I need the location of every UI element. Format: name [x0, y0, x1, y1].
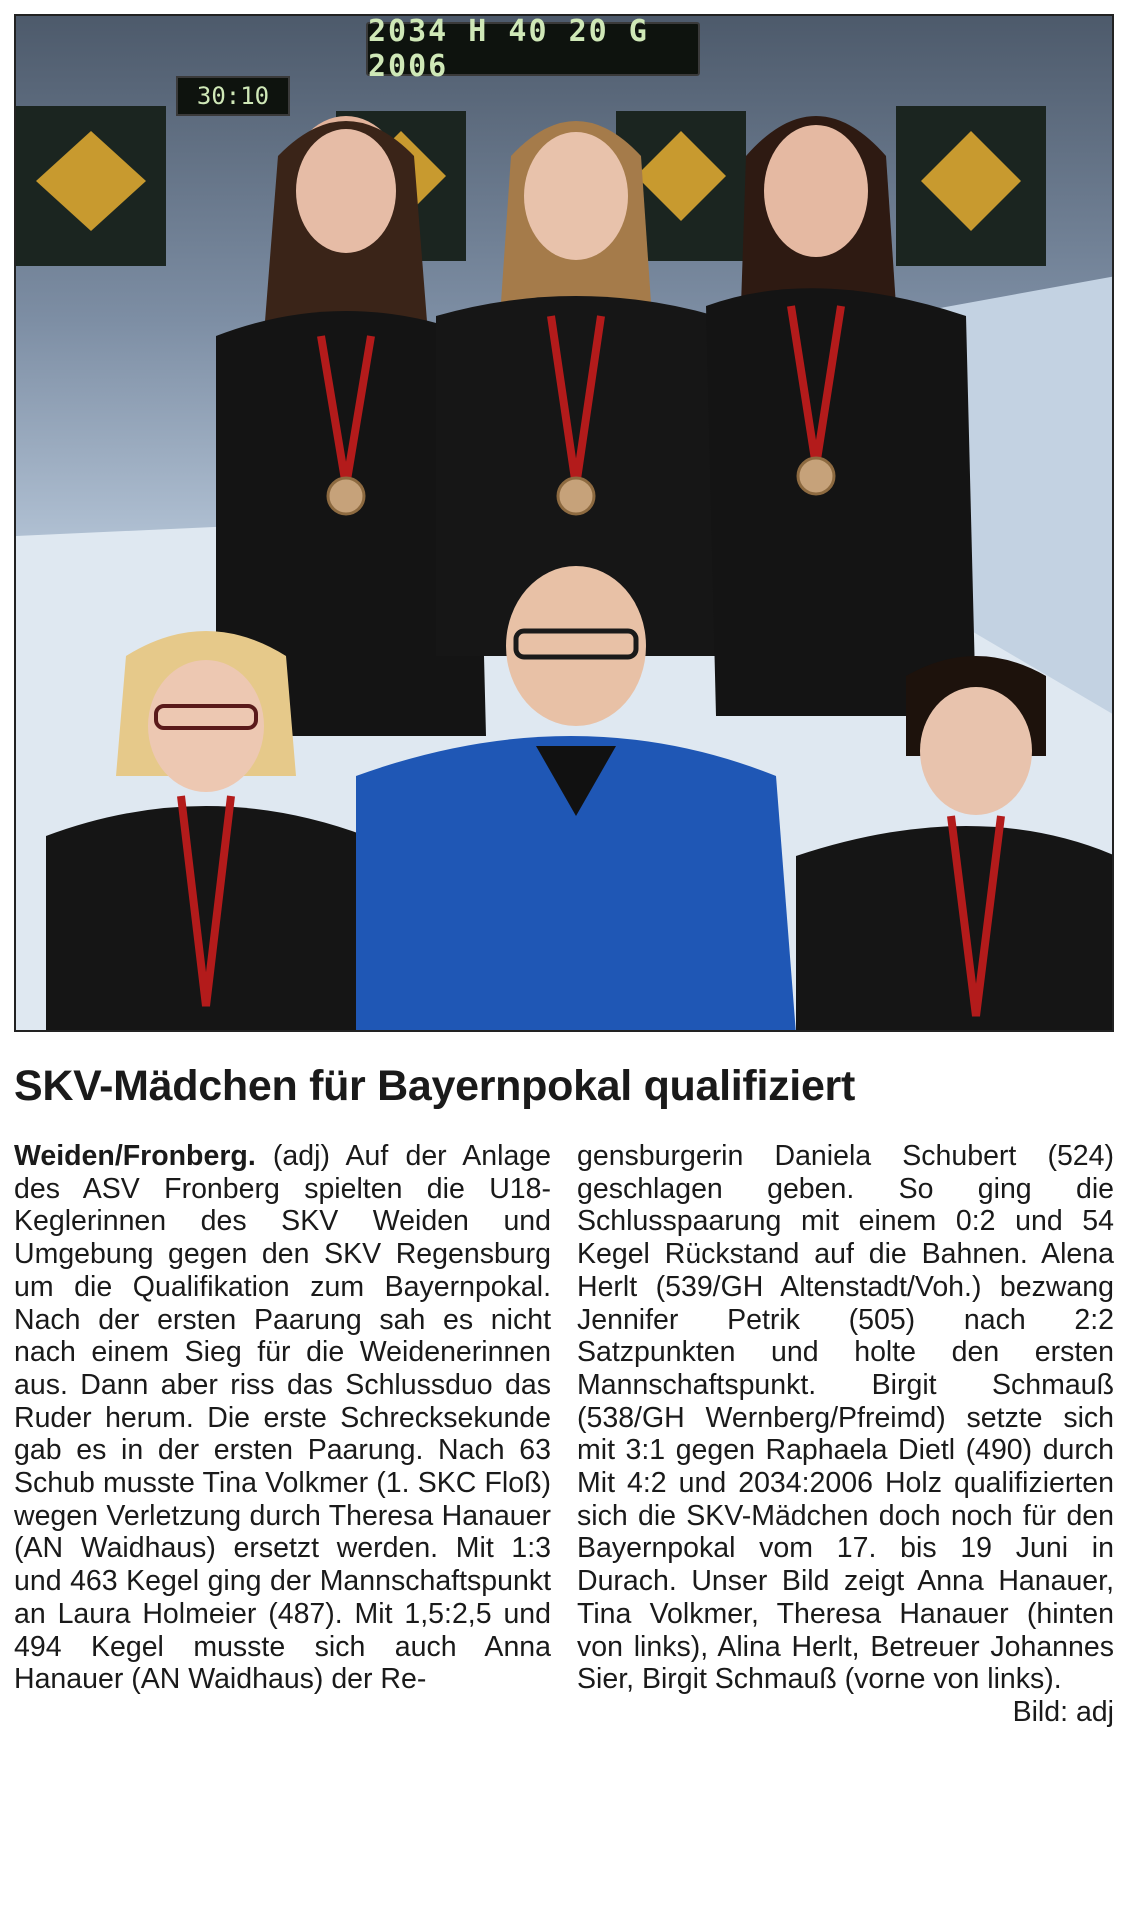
article-column-2	[577, 1140, 1114, 1910]
article-headline: SKV-Mädchen für Bayernpokal qualifiziert	[14, 1062, 856, 1110]
article-column-1	[14, 1140, 551, 1910]
pin-board-right	[896, 106, 1046, 266]
team-photo	[14, 14, 1114, 1032]
team-photo-illustration	[16, 16, 1114, 1032]
article-column-1-text: (adj) Auf der Anlage des ASV Fronberg spielten die U18-Keglerinnen des SKV Weiden und Umgebung gegen den SKV Regensburg um die Qualifikation zum Bayernpokal. Nach der ersten Paarung sah es nicht nach einem Sieg für die Weidenerinnen aus. Dann aber riss das Schlussduo das Ruder herum. Die erste Schrecksekunde gab es in der ersten Paarung. Nach 63 Schub musste Tina Volkmer (1. SKC Floß) wegen Verletzung durch Theresa Hanauer (AN Waidhaus) ersetzt werden. Mit 1:3 und 463 Kegel ging der Mannschaftspunkt an Laura Holmeier (487). Mit 1,5:2,5 und 494 Kegel musste sich auch Anna Hanauer (AN Waidhaus) der Re-	[14, 1140, 551, 1696]
pin-board-left	[16, 106, 166, 266]
photo-credit: Bild: adj	[1012, 1695, 1114, 1728]
article-dateline: Weiden/Fronberg.	[14, 1140, 256, 1172]
article-column-2-text: gensburgerin Daniela Schubert (524) geschlagen geben. So ging die Schlusspaarung mit einem 0:2 und 54 Kegel Rückstand auf die Bahnen. Alena Herlt (539/GH Altenstadt/Voh.) bezwang Jennifer Petrik (505) nach 2:2 Satzpunkten und holte den ersten Mannschaftspunkt. Birgit Schmauß (538/GH Wernberg/Pfreimd) setzte sich mit 3:1 gegen Raphaela Dietl (490) durch Mit 4:2 und 2034:2006 Holz qualifizierten sich die SKV-Mädchen doch noch für den Bayernpokal vom 17. bis 19 Juni in Durach. Unser Bild zeigt Anna Hanauer, Tina Volkmer, Theresa Hanauer (hinten von links), Alina Herlt, Betreuer Johannes Sier, Birgit Schmauß (vorne von links).	[577, 1140, 1114, 1696]
scoreboard-display: 2034 H 40 20 G 2006	[366, 22, 700, 76]
article-body	[14, 1140, 1114, 1910]
lane-timer-display: 30:10	[176, 76, 290, 116]
